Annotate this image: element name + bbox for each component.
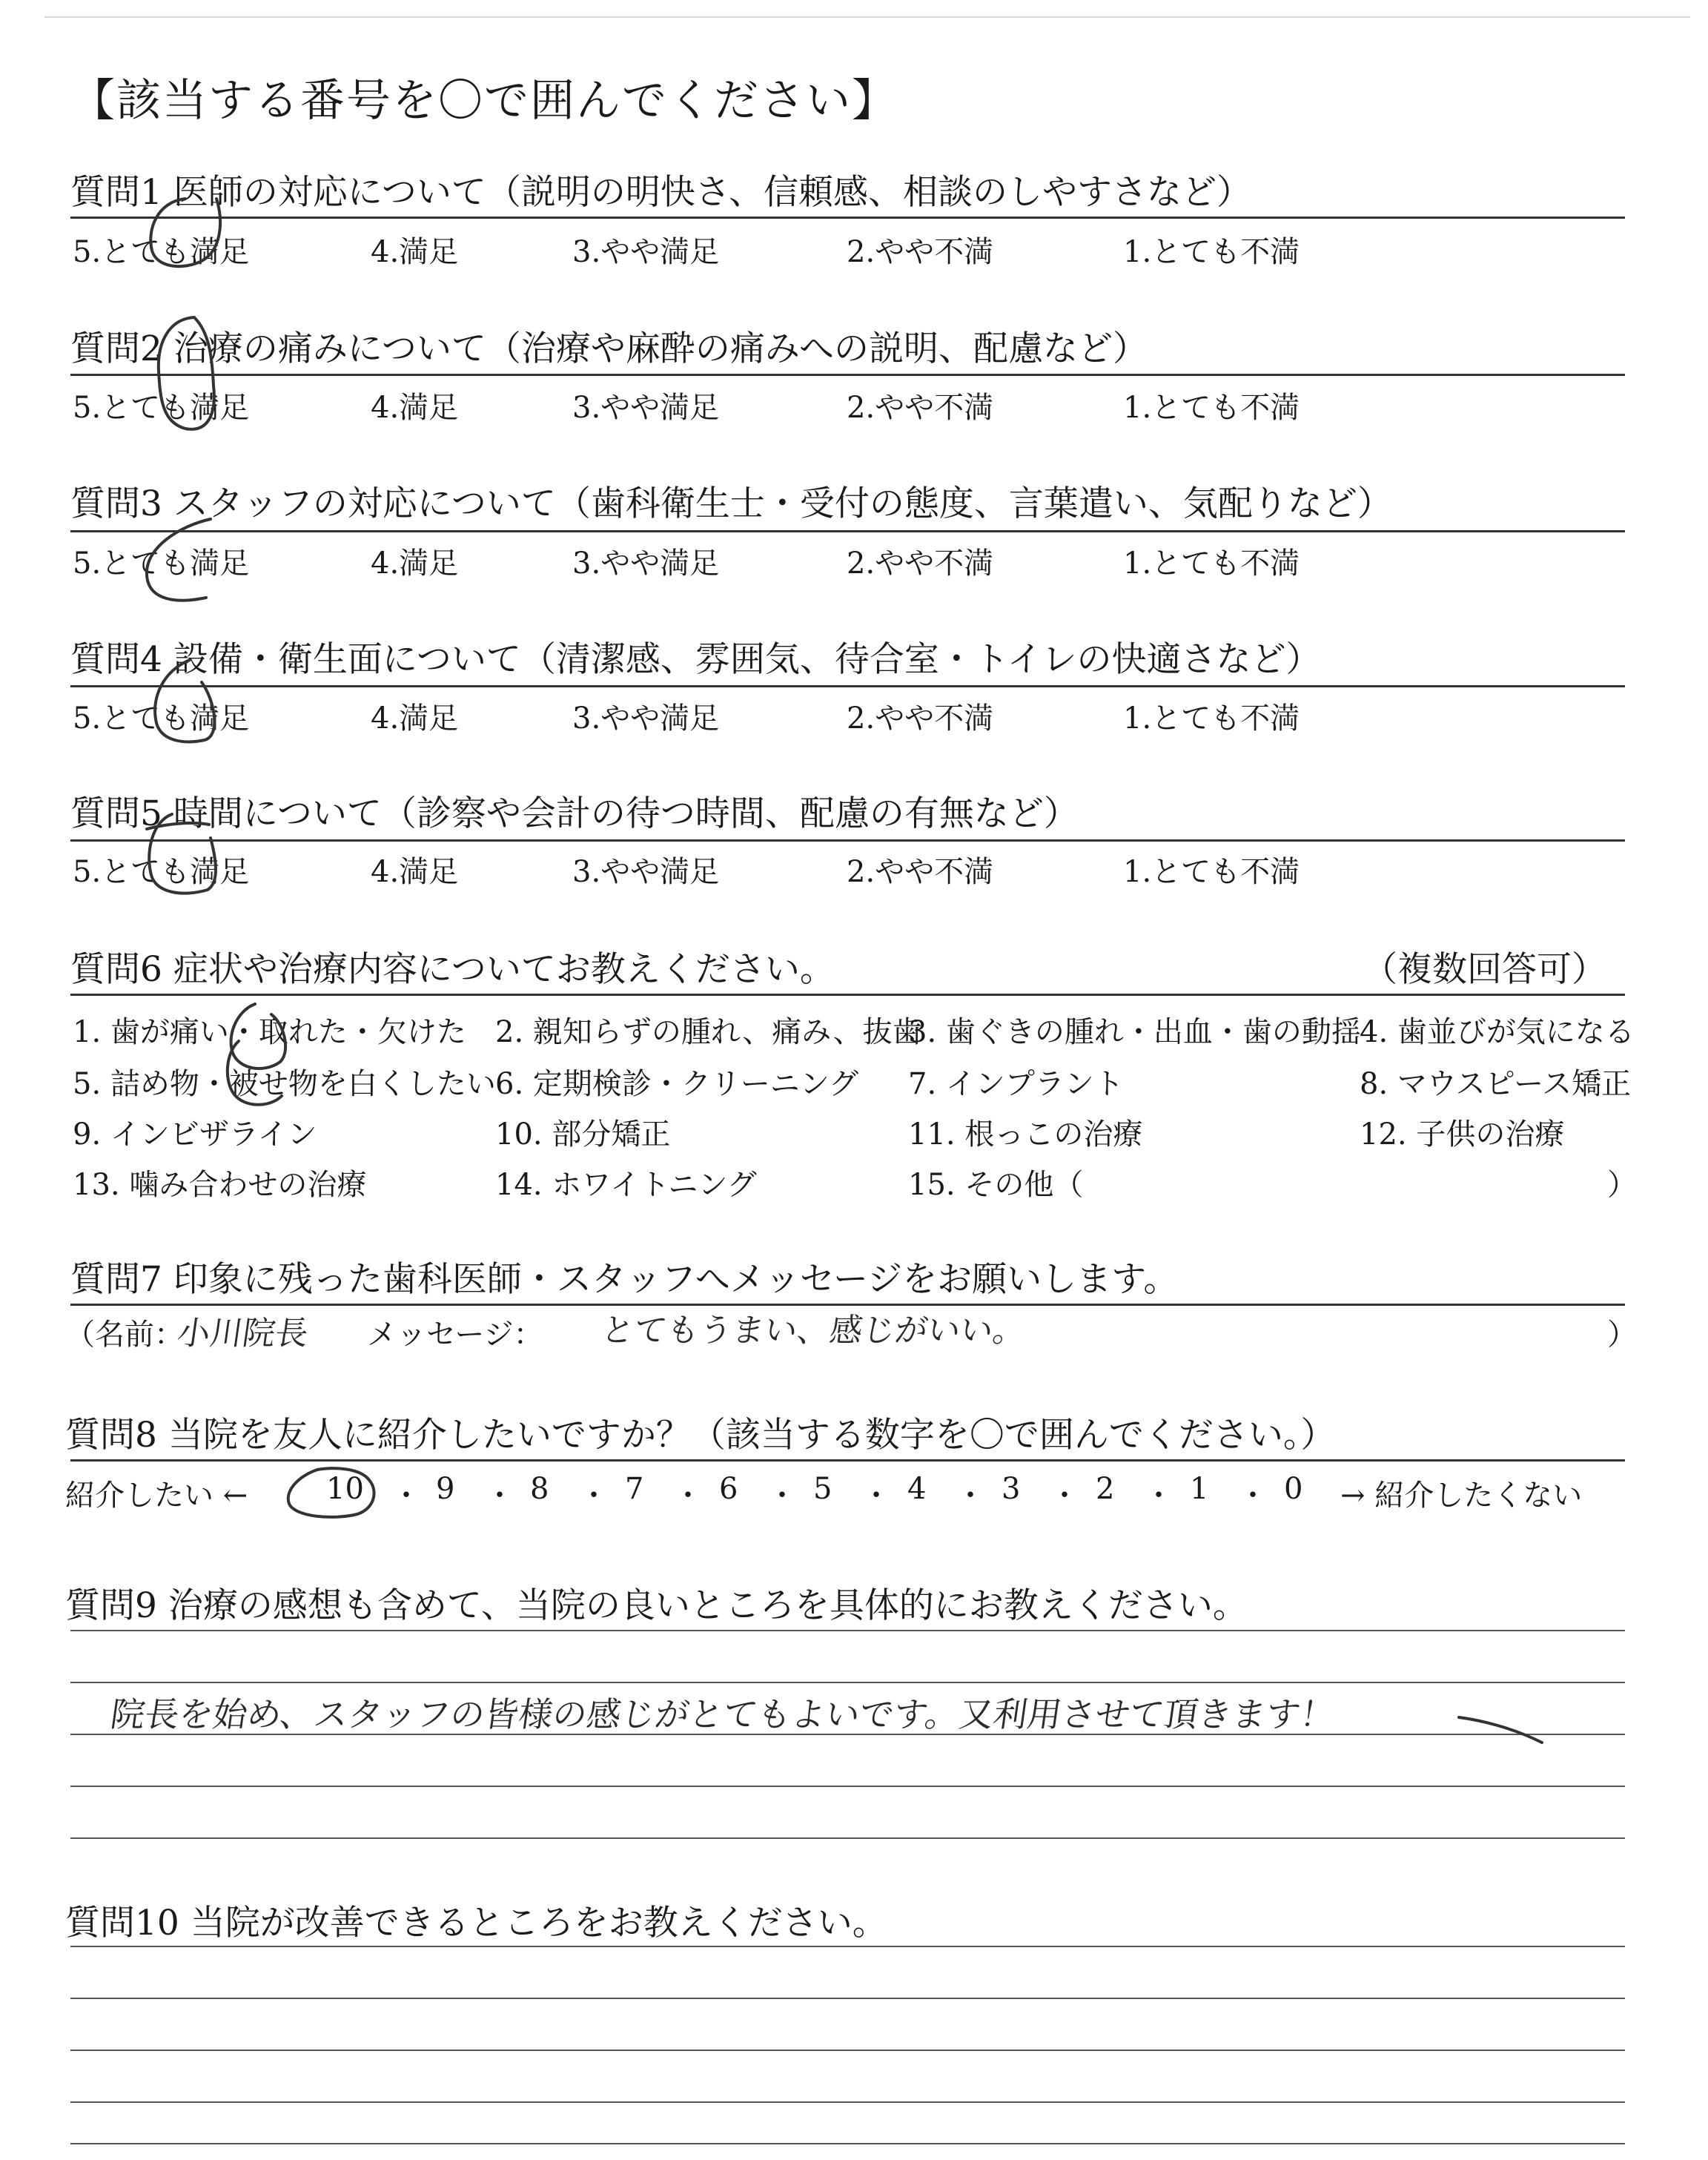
- q8-score-1[interactable]: 1: [1190, 1472, 1209, 1506]
- question-6-title: 質問6 症状や治療内容についてお教えください。: [70, 949, 835, 990]
- question-5-title: 質問5 時間について（診察や会計の待つ時間、配慮の有無など）: [70, 793, 1079, 834]
- q4-option-5[interactable]: 5.とても満足: [73, 701, 250, 736]
- q6-option-3[interactable]: 3. 歯ぐきの腫れ・出血・歯の動揺: [908, 1015, 1361, 1049]
- q9-line-4: [70, 1786, 1625, 1787]
- q9-line-5: [70, 1837, 1625, 1839]
- q6-option-14[interactable]: 14. ホワイトニング: [495, 1168, 757, 1202]
- q8-sep: ・: [391, 1479, 421, 1513]
- q6-option-12[interactable]: 12. 子供の治療: [1360, 1117, 1565, 1152]
- question-5-rule: [70, 839, 1625, 842]
- q9-line-2: [70, 1682, 1625, 1683]
- q7-name-label: （名前：: [65, 1318, 184, 1352]
- q5-option-3[interactable]: 3.やや満足: [572, 855, 720, 889]
- q9-tail-stroke: [1459, 1717, 1542, 1743]
- q6-option-13[interactable]: 13. 噛み合わせの治療: [73, 1168, 367, 1202]
- question-1-title: 質問1 医師の対応について（説明の明快さ、信頼感、相談のしやすさなど）: [70, 172, 1252, 213]
- question-1-rule: [70, 217, 1625, 219]
- q7-message-label: メッセージ：: [367, 1318, 543, 1352]
- q8-sep: ・: [956, 1479, 985, 1513]
- q2-option-4[interactable]: 4.満足: [371, 391, 459, 425]
- question-4-title: 質問4 設備・衛生面について（清潔感、雰囲気、待合室・トイレの快適さなど）: [70, 639, 1321, 680]
- q6-option-1[interactable]: 1. 歯が痛い・取れた・欠けた: [73, 1015, 466, 1049]
- q2-option-3[interactable]: 3.やや満足: [572, 391, 720, 425]
- top-border: [44, 16, 1690, 18]
- q5-option-2[interactable]: 2.やや不満: [847, 855, 994, 889]
- q8-score-8[interactable]: 8: [530, 1472, 549, 1506]
- q8-score-9[interactable]: 9: [436, 1472, 455, 1506]
- question-3-rule: [70, 530, 1625, 532]
- q7-message-handwritten[interactable]: とてもうまい、感じがいい。: [598, 1312, 1028, 1350]
- q1-option-1[interactable]: 1.とても不満: [1123, 235, 1300, 269]
- question-2-title: 質問2 治療の痛みについて（治療や麻酔の痛みへの説明、配慮など）: [70, 328, 1148, 369]
- q8-score-6[interactable]: 6: [719, 1472, 738, 1506]
- q3-option-3[interactable]: 3.やや満足: [572, 546, 720, 581]
- q9-line-1: [70, 1630, 1625, 1631]
- q8-score-0[interactable]: 0: [1284, 1472, 1303, 1506]
- q10-line-5: [70, 2143, 1625, 2144]
- q6-option-7[interactable]: 7. インプラント: [908, 1067, 1124, 1101]
- q1-option-2[interactable]: 2.やや不満: [847, 235, 994, 269]
- q8-sep: ・: [1144, 1479, 1174, 1513]
- q8-score-7[interactable]: 7: [625, 1472, 644, 1506]
- q8-right-label: → 紹介したくない: [1340, 1479, 1583, 1513]
- q8-score-5[interactable]: 5: [813, 1472, 833, 1506]
- q6-option-5[interactable]: 5. 詰め物・被せ物を白くしたい: [73, 1067, 496, 1101]
- q3-option-4[interactable]: 4.満足: [371, 546, 459, 581]
- q8-sep: ・: [1238, 1479, 1268, 1513]
- q7-name-handwritten[interactable]: 小川院長: [174, 1315, 311, 1353]
- q8-score-2[interactable]: 2: [1096, 1472, 1115, 1506]
- q5-option-5[interactable]: 5.とても満足: [73, 855, 250, 889]
- q4-option-1[interactable]: 1.とても不満: [1123, 701, 1300, 736]
- q3-option-2[interactable]: 2.やや不満: [847, 546, 994, 581]
- q6-option-15[interactable]: 15. その他（: [908, 1168, 1084, 1202]
- q8-sep: ・: [579, 1479, 609, 1513]
- q9-handwritten-answer[interactable]: 院長を始め、スタッフの皆様の感じがとてもよいです。又利用させて頂きます！: [107, 1694, 1337, 1734]
- page-title: 【該当する番号を〇で囲んでください】: [70, 75, 898, 127]
- q7-close-paren: ）: [1607, 1318, 1637, 1352]
- q1-option-3[interactable]: 3.やや満足: [572, 235, 720, 269]
- question-9-title: 質問9 治療の感想も含めて、当院の良いところを具体的にお教えください。: [65, 1585, 1248, 1626]
- q6-option-15-close: ）: [1607, 1168, 1637, 1202]
- q8-sep: ・: [673, 1479, 703, 1513]
- q1-option-5[interactable]: 5.とても満足: [73, 235, 250, 269]
- q8-sep: ・: [485, 1479, 514, 1513]
- question-8-rule: [70, 1459, 1625, 1462]
- q6-option-8[interactable]: 8. マウスピース矯正: [1360, 1067, 1632, 1101]
- q4-option-2[interactable]: 2.やや不満: [847, 701, 994, 736]
- q6-option-11[interactable]: 11. 根っこの治療: [908, 1117, 1143, 1152]
- q6-option-2[interactable]: 2. 親知らずの腫れ、痛み、抜歯: [495, 1015, 922, 1049]
- q6-option-10[interactable]: 10. 部分矯正: [495, 1117, 671, 1152]
- q3-option-5[interactable]: 5.とても満足: [73, 546, 250, 581]
- q8-left-label: 紹介したい ←: [65, 1479, 248, 1513]
- q8-score-4[interactable]: 4: [907, 1472, 927, 1506]
- q1-option-4[interactable]: 4.満足: [371, 235, 459, 269]
- q8-sep: ・: [1050, 1479, 1079, 1513]
- q8-score-3[interactable]: 3: [1002, 1472, 1021, 1506]
- q10-line-1: [70, 1946, 1625, 1947]
- q4-option-4[interactable]: 4.満足: [371, 701, 459, 736]
- q5-option-1[interactable]: 1.とても不満: [1123, 855, 1300, 889]
- q10-line-4: [70, 2101, 1625, 2103]
- q2-option-2[interactable]: 2.やや不満: [847, 391, 994, 425]
- question-10-title: 質問10 当院が改善できるところをお教えください。: [65, 1903, 887, 1943]
- question-3-title: 質問3 スタッフの対応について（歯科衛生士・受付の態度、言葉遣い、気配りなど）: [70, 483, 1392, 524]
- question-4-rule: [70, 685, 1625, 687]
- q2-option-5[interactable]: 5.とても満足: [73, 391, 250, 425]
- q4-option-3[interactable]: 3.やや満足: [572, 701, 720, 736]
- q8-sep: ・: [861, 1479, 891, 1513]
- question-7-title: 質問7 印象に残った歯科医師・スタッフへメッセージをお願いします。: [70, 1259, 1179, 1300]
- q8-score-10[interactable]: 10: [326, 1472, 364, 1506]
- q6-option-9[interactable]: 9. インビザライン: [73, 1117, 317, 1152]
- question-8-title: 質問8 当院を友人に紹介したいですか？（該当する数字を〇で囲んでください。）: [65, 1415, 1336, 1456]
- q8-sep: ・: [767, 1479, 797, 1513]
- question-2-rule: [70, 374, 1625, 376]
- q6-option-6[interactable]: 6. 定期検診・クリーニング: [495, 1067, 859, 1101]
- q2-option-1[interactable]: 1.とても不満: [1123, 391, 1300, 425]
- q3-option-1[interactable]: 1.とても不満: [1123, 546, 1300, 581]
- q6-option-4[interactable]: 4. 歯並びが気になる: [1360, 1015, 1635, 1049]
- q10-line-3: [70, 2050, 1625, 2051]
- question-6-note: （複数回答可）: [1363, 949, 1606, 990]
- question-6-rule: [70, 994, 1625, 996]
- q10-line-2: [70, 1998, 1625, 1999]
- q5-option-4[interactable]: 4.満足: [371, 855, 459, 889]
